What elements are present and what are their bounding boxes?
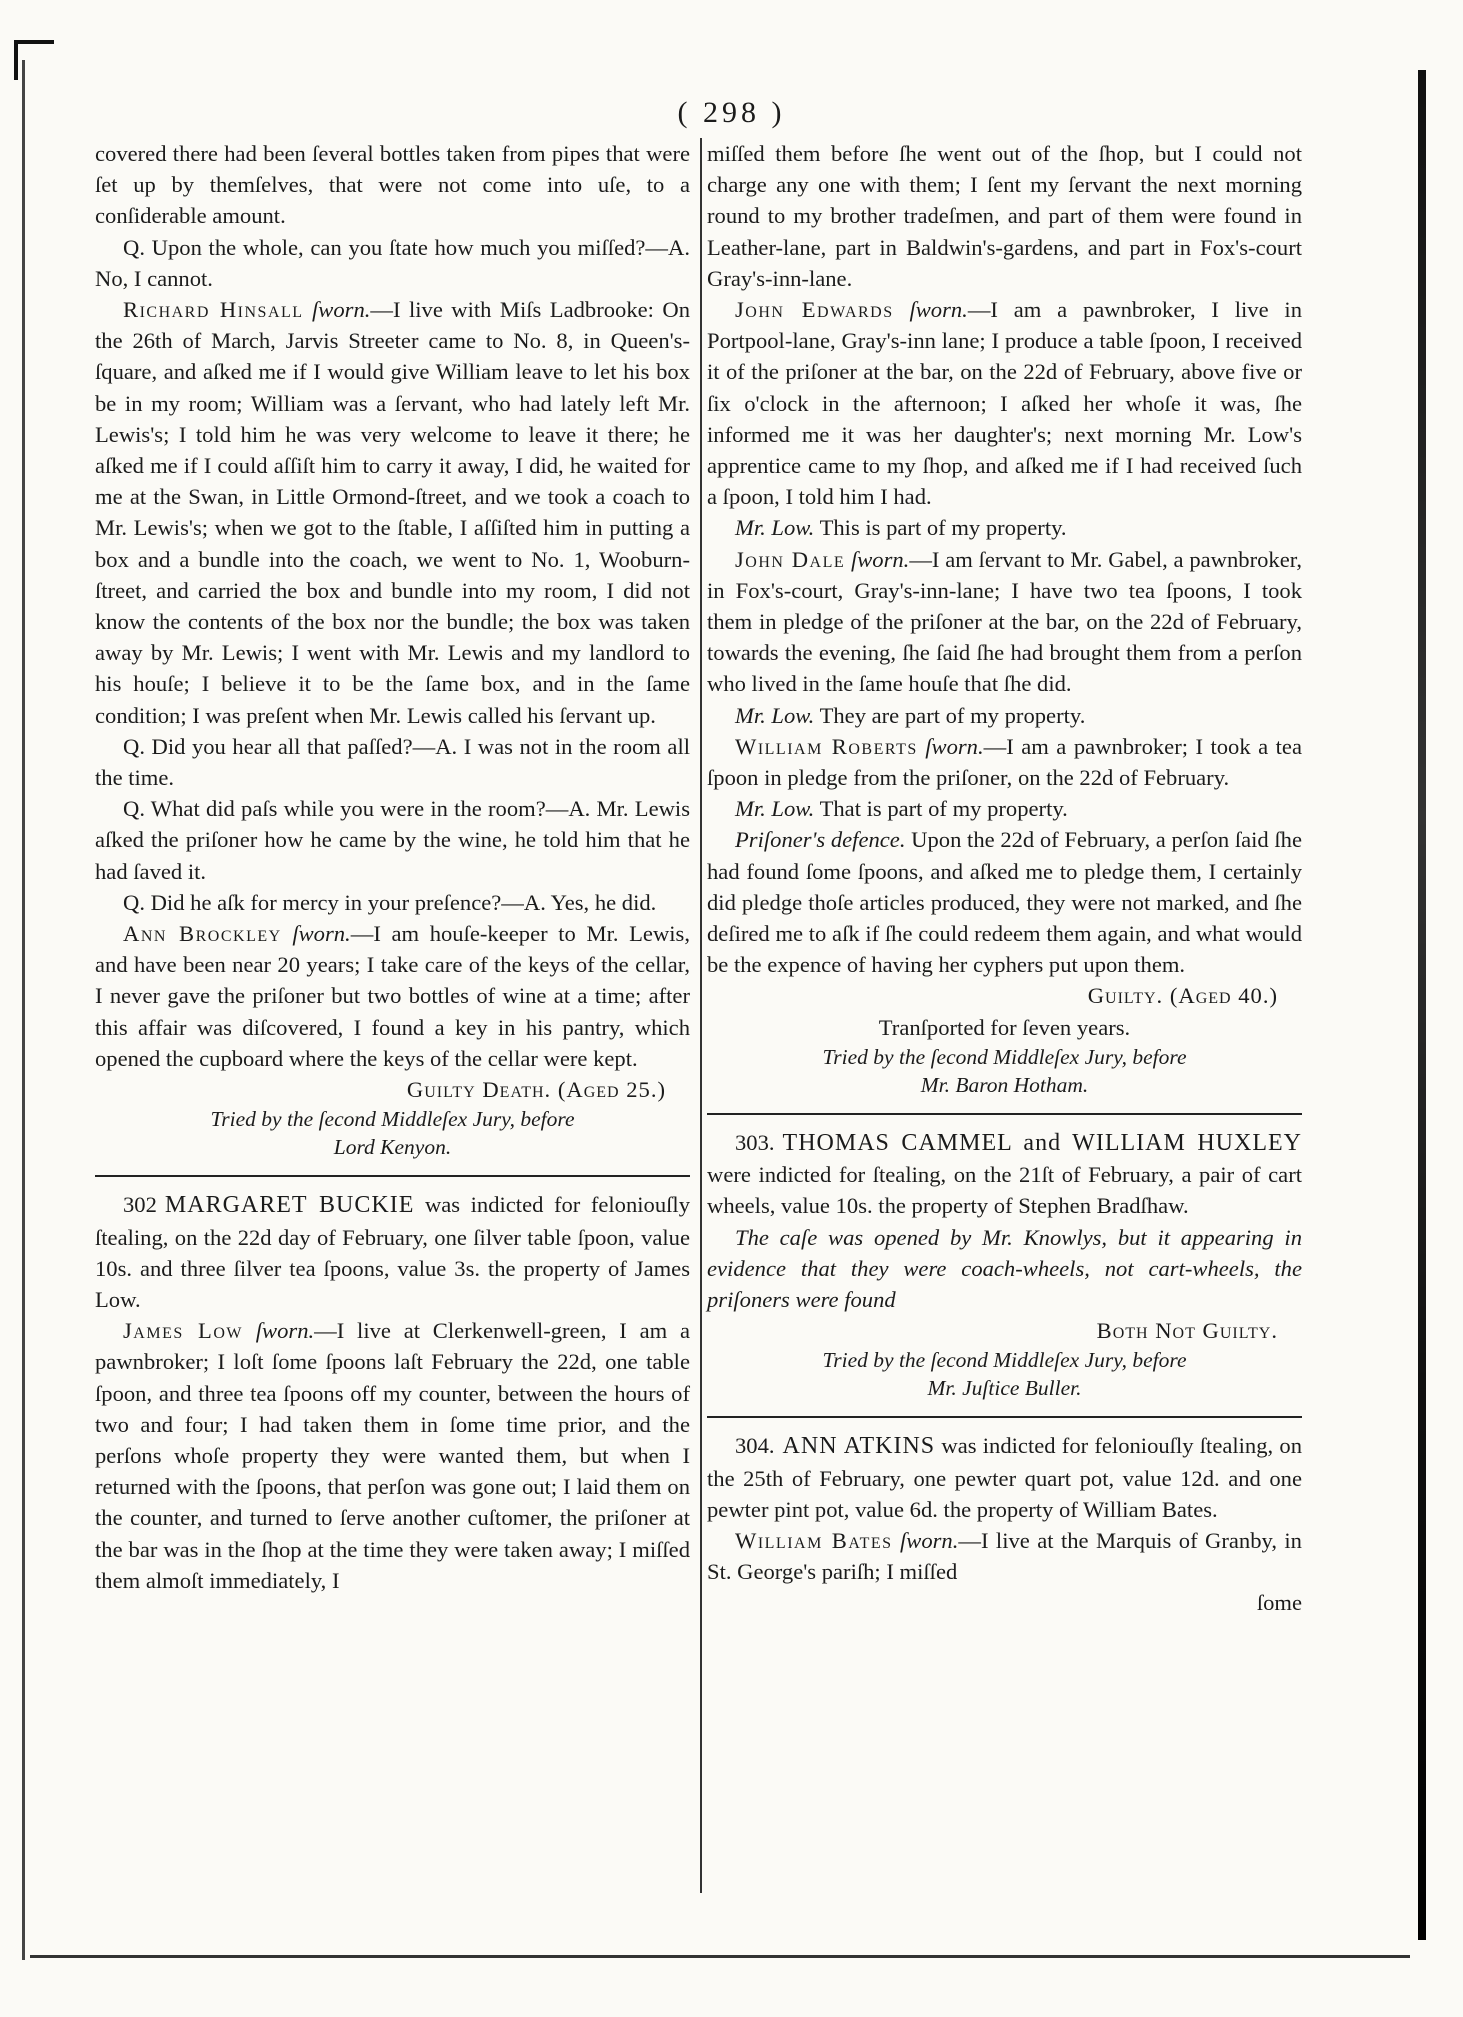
right-column [707,138,1302,1619]
testimony-text: —I am houſe-keeper to Mr. Lewis, and have been near 20 years; I take care of the keys of the cellar, I never gave the priſoner but two bottles of wine at a time; after this affair was diſcovered, I found a key in his pantry, which opened the cupboard where the keys of the cellar were kept. [95,921,690,1071]
speaker-text: This is part of my property. [819,515,1067,541]
scan-edge-left [22,60,25,1960]
verdict: Both Not Guilty. [1096,1318,1278,1344]
witness-testimony [707,731,1302,793]
section-rule [95,1175,690,1177]
speaker-line [707,700,1302,731]
question-answer: Q. Did he aſk for mercy in your preſence?—A. Yes, he did. [123,889,657,915]
page-number: ( 298 ) [677,96,786,129]
sworn-label: ſworn. [899,1527,959,1553]
verdict: Guilty. (Aged 40.) [1087,983,1278,1009]
witness-testimony [707,294,1302,512]
witness-testimony [95,1315,690,1596]
sworn-label: ſworn. [850,546,910,572]
catchword: ſome [1256,1590,1302,1616]
case-number: 302 [123,1192,157,1218]
sworn-label: ſworn. [292,921,351,947]
column-divider [700,138,702,1893]
speaker: Mr. Low. [735,796,815,822]
judge-name: Mr. Juſtice Buller. [927,1376,1082,1401]
scan-edge-right [1418,70,1426,1940]
case-heading [707,1127,1302,1222]
verdict: Guilty Death. (Aged 25.) [406,1077,666,1103]
section-rule [707,1113,1302,1115]
left-column [95,138,690,1596]
speaker-text: That is part of my property. [819,796,1068,822]
witness-testimony [95,918,690,1074]
testimony-text: —I live at the Marquis of Granby, in St. George's pariſh; I miſſed [707,1527,1302,1585]
witness-name: William Bates [735,1527,893,1553]
case-note: The caſe was opened by Mr. Knowlys, but it appearing in evidence that they were coach-wheels, not cart-wheels, the priſoners were found [707,1224,1302,1312]
witness-name: Richard Hinsall [123,297,304,323]
speaker-line [707,512,1302,543]
defendant-name: MARGARET BUCKIE [164,1192,415,1219]
testimony-text: —I am ſervant to Mr. Gabel, a pawnbroker, in Fox's-court, Gray's-inn-lane; I have two tea ſpoons, I took them in pledge of the priſoner at the bar, on the 22d of February, towards the evening, ſhe ſaid ſhe had brought them from a perſon who lived in the ſame houſe that ſhe did. [707,546,1303,697]
witness-name: William Roberts [735,733,918,759]
speaker: Mr. Low. [735,515,815,541]
margin-mark [14,40,54,44]
defence-text: Upon the 22d of February, a perſon ſaid ſhe had found ſome ſpoons, and aſked me to pledge them, I certainly did pledge thoſe articles produced, they were not marked, and ſhe deſired me to aſk if ſhe could redeem them again, and what would be the expence of having her cyphers put upon them. [707,827,1303,978]
sworn-label: ſworn. [909,297,968,323]
witness-name: John Edwards [735,297,894,323]
witness-name: Ann Brockley [123,921,282,947]
question-answer: Q. Upon the whole, can you ſtate how much you miſſed?—A. No, I cannot. [95,234,690,291]
margin-mark [14,40,18,80]
witness-name: John Dale [735,546,846,572]
witness-testimony [707,544,1302,700]
section-rule [707,1416,1302,1418]
speaker-line [707,793,1302,824]
sworn-label: ſworn. [312,297,371,323]
sworn-label: ſworn. [925,733,984,759]
paragraph: miſſed them before ſhe went out of the ſhop, but I could not charge any one with them; I ſent my ſervant the next morning round to my brother tradeſmen, and part of them were found in Leather-lane, part in Baldwin's-gardens, and part in Fox's-court Gray's-inn-lane. [707,141,1302,291]
judge-name: Lord Kenyon. [333,1135,452,1160]
defence-label: Priſoner's defence. [735,827,906,853]
case-heading [95,1189,690,1315]
indictment-text: was indicted for feloniouſly ſtealing, on the 22d day of February, one ſilver table ſpoon, value 10s. and three ſilver tea ſpoons, value 3s. the property of James Low. [95,1192,690,1312]
court-line: Tried by the ſecond Middleſex Jury, before [822,1348,1187,1373]
testimony-text: —I am a pawnbroker; I took a tea ſpoon in pledge from the priſoner, on the 22d of February. [707,733,1302,791]
question-answer: Q. Did you hear all that paſſed?—A. I was not in the room all the time. [95,733,690,791]
witness-testimony [707,1525,1302,1587]
case-number: 304. [735,1433,775,1459]
indictment-text: was indicted for feloniouſly ſtealing, on the 25th of February, one pewter quart pot, value 12d. and one pewter pint pot, value 6d. the property of William Bates. [707,1433,1303,1522]
case-number: 303. [735,1129,775,1155]
speaker-text: They are part of my property. [819,702,1086,728]
defendant-name: ANN ATKINS [782,1433,936,1460]
witness-testimony [95,294,690,731]
question-answer: Q. What did paſs while you were in the room?—A. Mr. Lewis aſked the priſoner how he came by the wine, he told him that he had ſaved it. [95,796,690,884]
testimony-text: —I am a pawnbroker, I live in Portpool-lane, Gray's-inn lane; I produce a table ſpoon, I received it of the priſoner at the bar, on the 22d of February, above five or ſix o'clock in the afternoon; I aſked her whoſe it was, ſhe informed me it was her daughter's; next morning Mr. Low's apprentice came to my ſhop, and aſked me if I had received ſuch a ſpoon, I told him I had. [707,297,1303,510]
court-line: Tried by the ſecond Middleſex Jury, before [822,1044,1187,1069]
testimony-text: —I live with Miſs Ladbrooke: On the 26th of March, Jarvis Streeter came to No. 8, in Queen's-ſquare, and aſked me if I would give William leave to let his box be in my room; William was a ſervant, who had lately left Mr. Lewis's; I told him he was very welcome to leave it there; he aſked me if I could aſſiſt him to carry it away, I did, he waited for me at the Swan, in Little Ormond-ſtreet, and we took a coach to Mr. Lewis's; when we got to the ſtable, I aſſiſted him in putting a box and a bundle into the coach, we went to No. 1, Wooburn-ſtreet, and carried the box and bundle into my room, I did not know the contents of the box nor the bundle; the box was taken away by Mr. Lewis; I went with Mr. Lewis and my landlord to his houſe; I believe it to be the ſame box, and in the ſame condition; I was preſent when Mr. Lewis called his ſervant up. [95,297,690,728]
speaker: Mr. Low. [735,702,815,728]
bottom-rule [30,1955,1410,1958]
sworn-label: ſworn. [255,1318,315,1344]
case-heading [707,1430,1302,1525]
witness-name: James Low [123,1318,243,1344]
sentence: Tranſported for ſeven years. [878,1014,1131,1040]
defendant-name: THOMAS CAMMEL and WILLIAM HUXLEY [782,1129,1302,1156]
judge-name: Mr. Baron Hotham. [920,1072,1089,1097]
indictment-text: were indicted for ſtealing, on the 21ſt of February, a pair of cart wheels, value 10s. the property of Stephen Bradſhaw. [707,1162,1302,1219]
testimony-text: —I live at Clerkenwell-green, I am a pawnbroker; I loſt ſome ſpoons laſt February the 22d, one table ſpoon, and three tea ſpoons off my counter, between the hours of two and four; I had taken them in ſome time prior, and the perſons whoſe property they were wanted them, but when I returned with the ſpoons, that perſon was gone out; I laid them on the counter, and turned to ſerve another cuſtomer, the priſoner at the bar was in the ſhop at the time they were taken away; I miſſed them almoſt immediately, I [95,1318,690,1593]
defence-statement [707,824,1302,980]
paragraph: covered there had been ſeveral bottles taken from pipes that were ſet up by themſelves, that were not come into uſe, to a conſiderable amount. [95,141,690,229]
court-line: Tried by the ſecond Middleſex Jury, before [210,1107,575,1132]
